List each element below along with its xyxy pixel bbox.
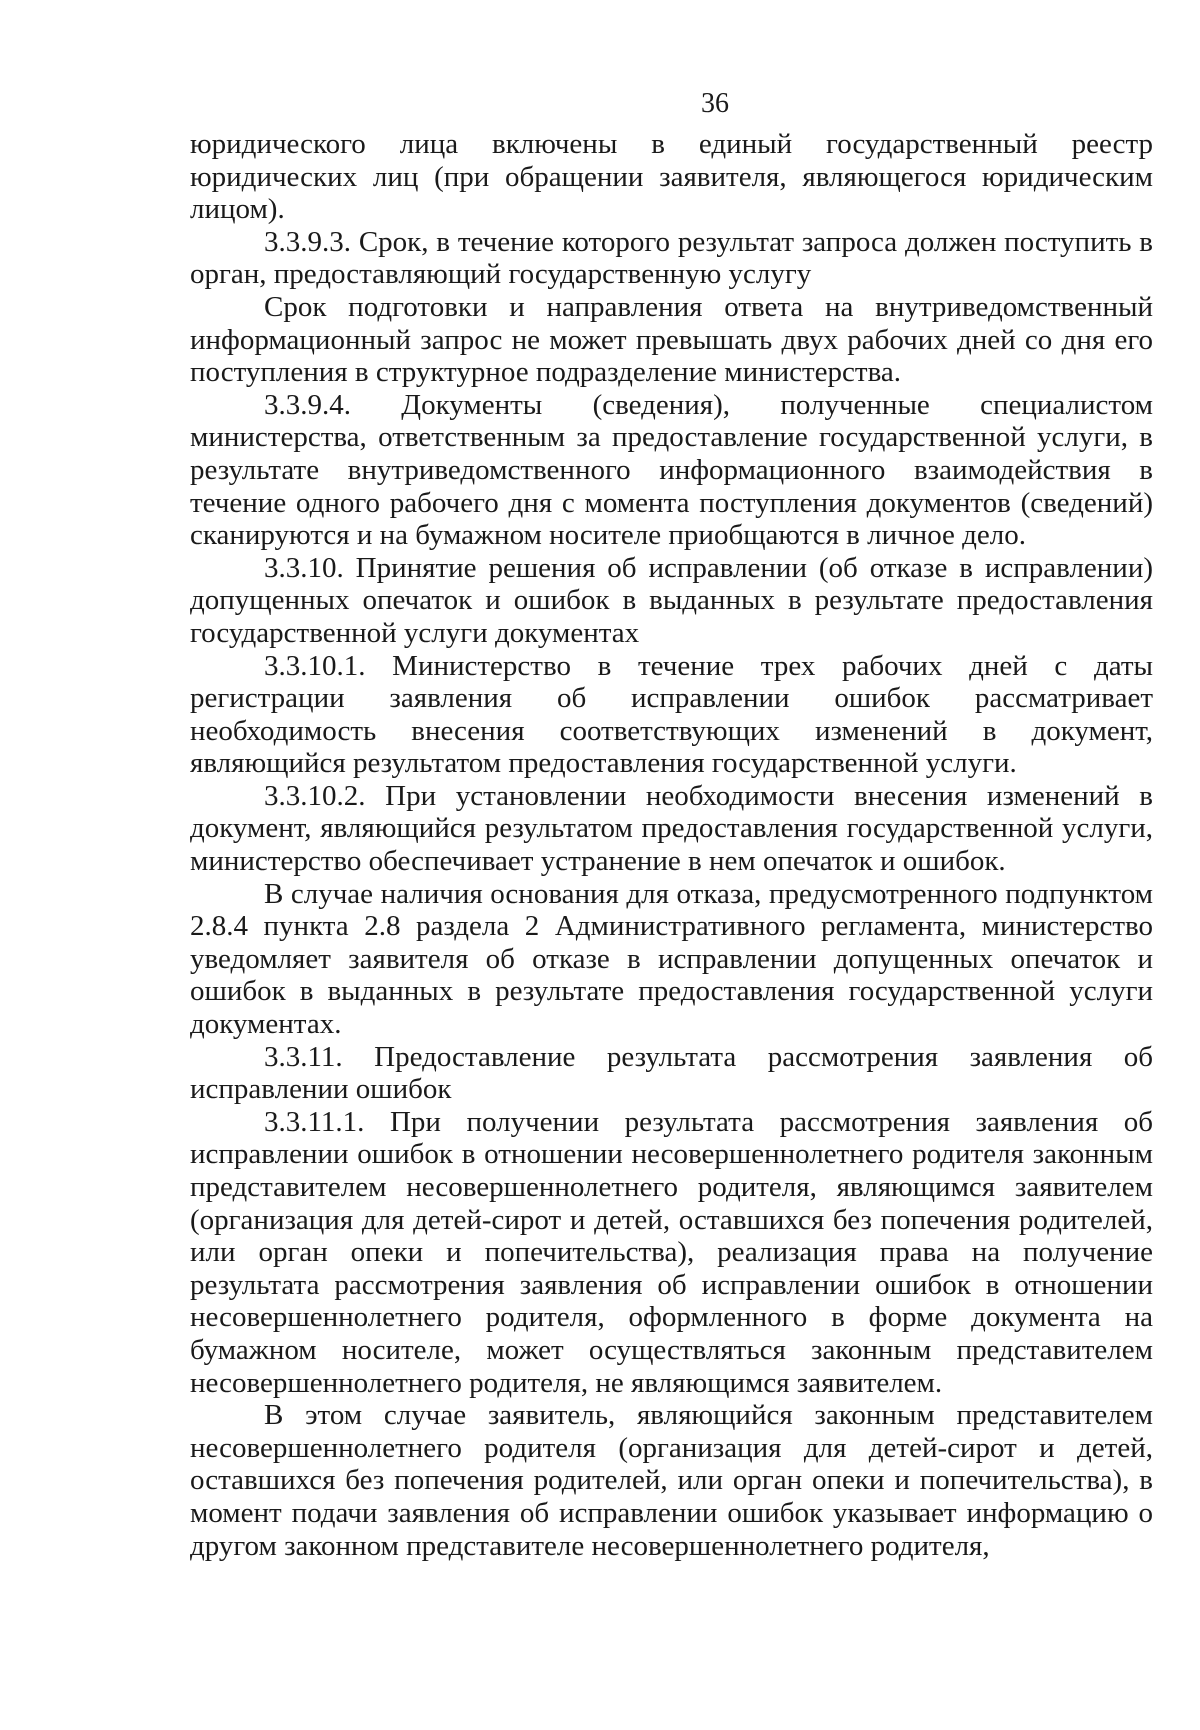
paragraph: Срок подготовки и направления ответа на внутриведомственный информационный запрос не может превышать двух рабочих дней со дня его поступления в структурное подразделение министерства. bbox=[190, 290, 1153, 389]
section-heading-3-3-11: 3.3.11. Предоставление результата рассмотрения заявления об исправлении ошибок bbox=[190, 1040, 1153, 1106]
document-body bbox=[190, 128, 1153, 1562]
paragraph: юридического лица включены в единый государственный реестр юридических лиц (при обращении заявителя, являющегося юридическим лицом). bbox=[190, 128, 1153, 226]
page-number: 36 bbox=[701, 88, 729, 119]
section-3-3-10-1: 3.3.10.1. Министерство в течение трех рабочих дней с даты регистрации заявления об исправлении ошибок рассматривает необходимость внесения соответствующих изменений в документ, являющийся результатом предоставления государственной услуги. bbox=[190, 649, 1153, 780]
paragraph: В этом случае заявитель, являющийся законным представителем несовершеннолетнего родителя (организация для детей-сирот и детей, оставшихся без попечения родителей, или орган опеки и попечительства), в момент подачи заявления об исправлении ошибок указывает информацию о другом законном представителе несовершеннолетнего родителя, bbox=[190, 1399, 1153, 1562]
section-3-3-10-2: 3.3.10.2. При установлении необходимости внесения изменений в документ, являющийся результатом предоставления государственной услуги, министерство обеспечивает устранение в нем опечаток и ошибок. bbox=[190, 779, 1153, 878]
section-3-3-11-1: 3.3.11.1. При получении результата рассмотрения заявления об исправлении ошибок в отношении несовершеннолетнего родителя законным представителем несовершеннолетнего родителя, являющимся заявителем (организация для детей-сирот и детей, оставшихся без попечения родителей, или орган опеки и попечительства), реализация права на получение результата рассмотрения заявления об исправлении ошибок в отношении несовершеннолетнего родителя, оформленного в форме документа на бумажном носителе, может осуществляться законным представителем несовершеннолетнего родителя, не являющимся заявителем. bbox=[190, 1105, 1153, 1399]
section-3-3-9-4: 3.3.9.4. Документы (сведения), полученные специалистом министерства, ответственным за предоставление государственной услуги, в результате внутриведомственного информационного взаимодействия в течение одного рабочего дня с момента поступления документов (сведений) сканируются и на бумажном носителе приобщаются в личное дело. bbox=[190, 388, 1153, 552]
section-heading-3-3-9-3: 3.3.9.3. Срок, в течение которого результат запроса должен поступить в орган, предоставляющий государственную услугу bbox=[190, 225, 1153, 291]
section-heading-3-3-10: 3.3.10. Принятие решения об исправлении (об отказе в исправлении) допущенных опечаток и ошибок в выданных в результате предоставления государственной услуги документах bbox=[190, 551, 1153, 649]
paragraph: В случае наличия основания для отказа, предусмотренного подпунктом 2.8.4 пункта 2.8 раздела 2 Административного регламента, министерство уведомляет заявителя об отказе в исправлении допущенных опечаток и ошибок в выданных в результате предоставления государственной услуги документах. bbox=[190, 877, 1153, 1041]
